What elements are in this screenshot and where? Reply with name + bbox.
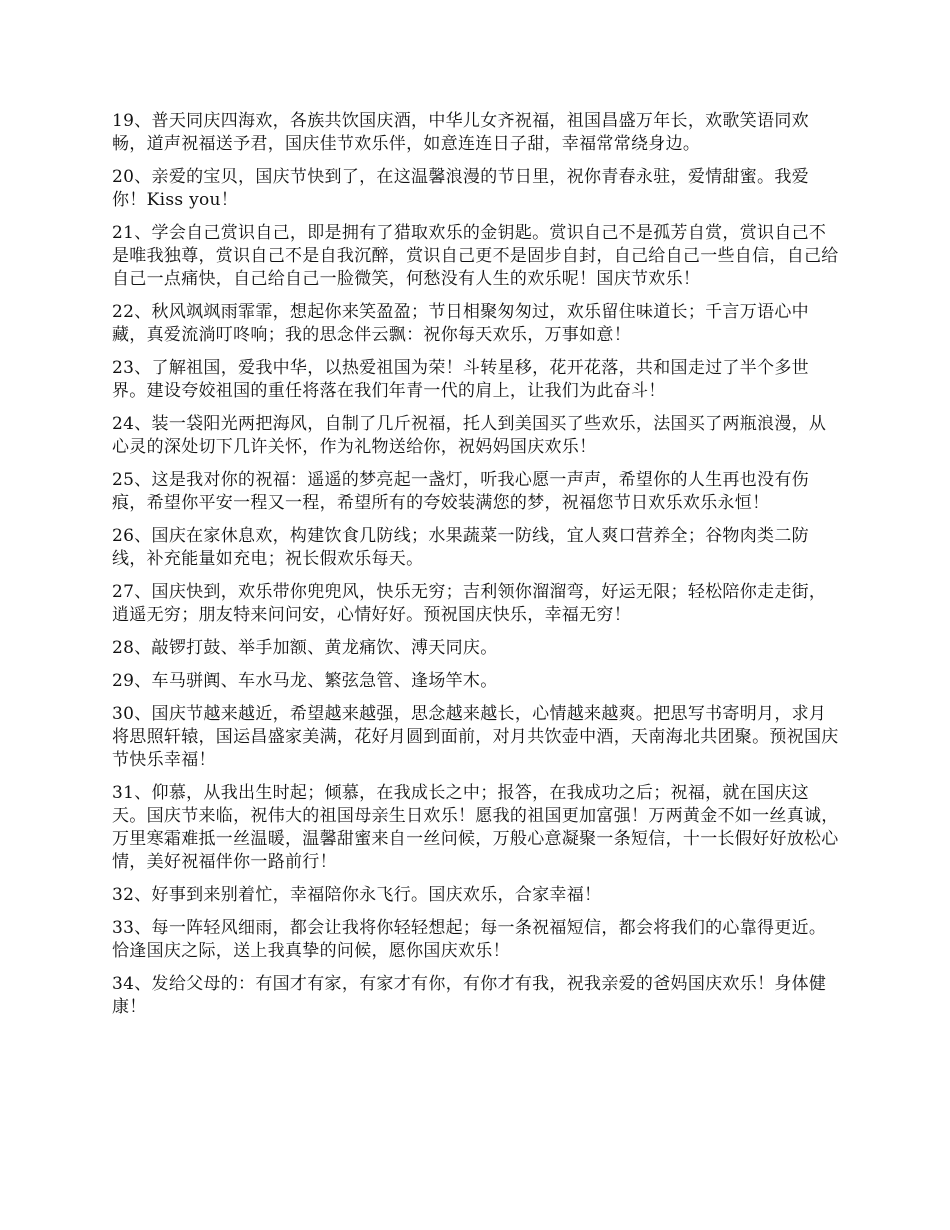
- paragraph-34: 34、发给父母的：有国才有家，有家才有你，有你才有我，祝我亲爱的爸妈国庆欢乐！身体健康！: [112, 974, 827, 1017]
- paragraph-22: 22、秋风飒飒雨霏霏，想起你来笑盈盈；节日相聚匆匆过，欢乐留住味道长；千言万语心中藏，真爱流淌叮咚响；我的思念伴云飘：祝你每天欢乐，万事如意！: [112, 302, 809, 345]
- paragraph-24: 24、装一袋阳光两把海风，自制了几斤祝福，托人到美国买了些欢乐，法国买了两瓶浪漫，从心灵的深处切下几许关怀，作为礼物送给你，祝妈妈国庆欢乐！: [112, 414, 827, 457]
- paragraph-25: 25、这是我对你的祝福：遥遥的梦亮起一盏灯，听我心愿一声声，希望你的人生再也没有伤痕，希望你平安一程又一程，希望所有的夸姣装满您的梦，祝福您节日欢乐欢乐永恒！: [112, 470, 809, 513]
- paragraph-30: 30、国庆节越来越近，希望越来越强，思念越来越长，心情越来越爽。把思写书寄明月，求月将思照轩辕，国运昌盛家美满，花好月圆到面前，对月共饮壶中酒，天南海北共团聚。预祝国庆节快乐幸福！: [112, 704, 839, 770]
- paragraph-20: 20、亲爱的宝贝，国庆节快到了，在这温馨浪漫的节日里，祝你青春永驻，爱情甜蜜。我爱你！Kiss you！: [112, 167, 809, 210]
- paragraph-27: 27、国庆快到，欢乐带你兜兜风，快乐无穷；吉利领你溜溜弯，好运无限；轻松陪你走走街，逍遥无穷；朋友特来问问安，心情好好。预祝国庆快乐，幸福无穷！: [112, 582, 827, 625]
- paragraph-19: 19、普天同庆四海欢，各族共饮国庆酒，中华儿女齐祝福，祖国昌盛万年长，欢歌笑语同欢畅，道声祝福送予君，国庆佳节欢乐伴，如意连连日子甜，幸福常常绕身边。: [112, 111, 809, 154]
- paragraph-31: 31、仰慕，从我出生时起；倾慕，在我成长之中；报答，在我成功之后；祝福，就在国庆这天。国庆节来临，祝伟大的祖国母亲生日欢乐！愿我的祖国更加富强！万两黄金不如一丝真诚，万里寒霜难抵一丝温暖，温馨甜蜜来自一丝问候，万般心意凝聚一条短信，十一长假好好放松心情，美好祝福伴你一路前行！: [112, 783, 839, 872]
- paragraph-28: 28、敲锣打鼓、举手加额、黄龙痛饮、溥天同庆。: [112, 638, 498, 658]
- paragraph-26: 26、国庆在家休息欢，构建饮食几防线；水果蔬菜一防线，宜人爽口营养全；谷物肉类二防线，补充能量如充电；祝长假欢乐每天。: [112, 526, 809, 569]
- paragraph-21: 21、学会自己赏识自己，即是拥有了猎取欢乐的金钥匙。赏识自己不是孤芳自赏，赏识自己不是唯我独尊，赏识自己不是自我沉醉，赏识自己更不是固步自封，自己给自己一些自信，自己给自己一点痛快，自己给自己一脸微笑，何愁没有人生的欢乐呢！国庆节欢乐！: [112, 223, 839, 289]
- paragraph-32: 32、好事到来别着忙，幸福陪你永飞行。国庆欢乐，合家幸福！: [112, 885, 602, 905]
- paragraph-23: 23、了解祖国，爱我中华，以热爱祖国为荣！斗转星移，花开花落，共和国走过了半个多世界。建设夸姣祖国的重任将落在我们年青一代的肩上，让我们为此奋斗！: [112, 358, 809, 401]
- paragraph-33: 33、每一阵轻风细雨，都会让我将你轻轻想起；每一条祝福短信，都会将我们的心靠得更近。恰逢国庆之际，送上我真挚的问候，愿你国庆欢乐！: [112, 918, 827, 961]
- paragraph-29: 29、车马骈阗、车水马龙、繁弦急管、逢场竿木。: [112, 671, 498, 691]
- document-body: [112, 110, 842, 1029]
